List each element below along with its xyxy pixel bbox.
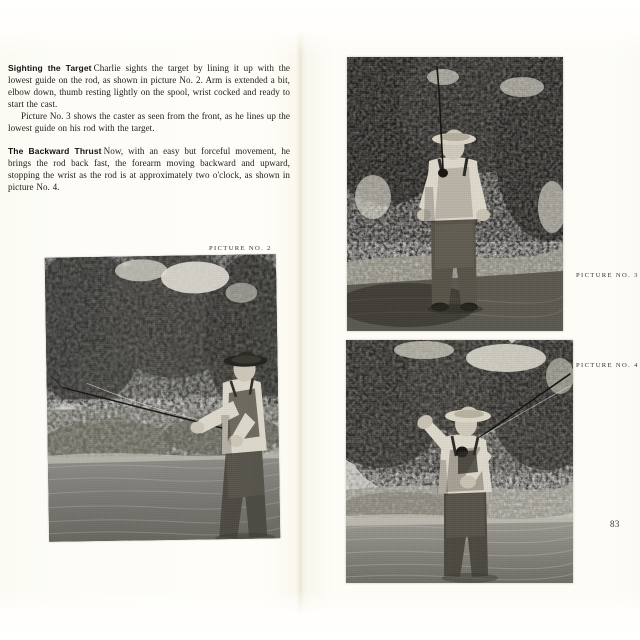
caption-picture-4: PICTURE NO. 4 (576, 362, 639, 369)
bottom-page-edge (0, 590, 640, 640)
paragraph-the-backward-thrust (8, 145, 290, 193)
photo-picture-2 (45, 254, 280, 542)
photo-picture-3 (347, 57, 563, 331)
page-number: 83 (610, 519, 620, 529)
paragraph-sighting-the-target (8, 62, 290, 110)
paragraph-sighting-the-target-body: Charlie sights the target by lining it up with the lowest guide on the rod, as shown in picture No. 2. Arm is extended a bit, elbow down, thumb resting lightly on the spool, wrist cocked and ready to start the cast. (8, 63, 291, 110)
caption-picture-2: PICTURE NO. 2 (209, 245, 272, 252)
photo-picture-4 (346, 340, 573, 583)
caption-picture-3: PICTURE NO. 3 (576, 272, 639, 279)
photo-picture-2-artwork (45, 254, 280, 542)
book-gutter-shadow (296, 0, 306, 640)
photo-picture-3-artwork (347, 57, 563, 331)
photo-picture-4-artwork (346, 340, 573, 583)
paragraph-the-backward-thrust-body: Now, with an easy but forceful movement, he brings the rod back fast, the forearm moving backward and upward, stopping the wrist as the rod is at approximately two o'clock, as shown in picture No. 4. (8, 145, 291, 192)
top-page-edge (0, 0, 640, 54)
runhead-the-backward-thrust: The Backward Thrust (8, 145, 102, 156)
runhead-sighting-the-target: Sighting the Target (8, 63, 92, 73)
body-text-column (8, 62, 290, 193)
paragraph-picture-three: Picture No. 3 shows the caster as seen from the front, as he lines up the lowest guide on his rod with the target. (8, 111, 290, 134)
